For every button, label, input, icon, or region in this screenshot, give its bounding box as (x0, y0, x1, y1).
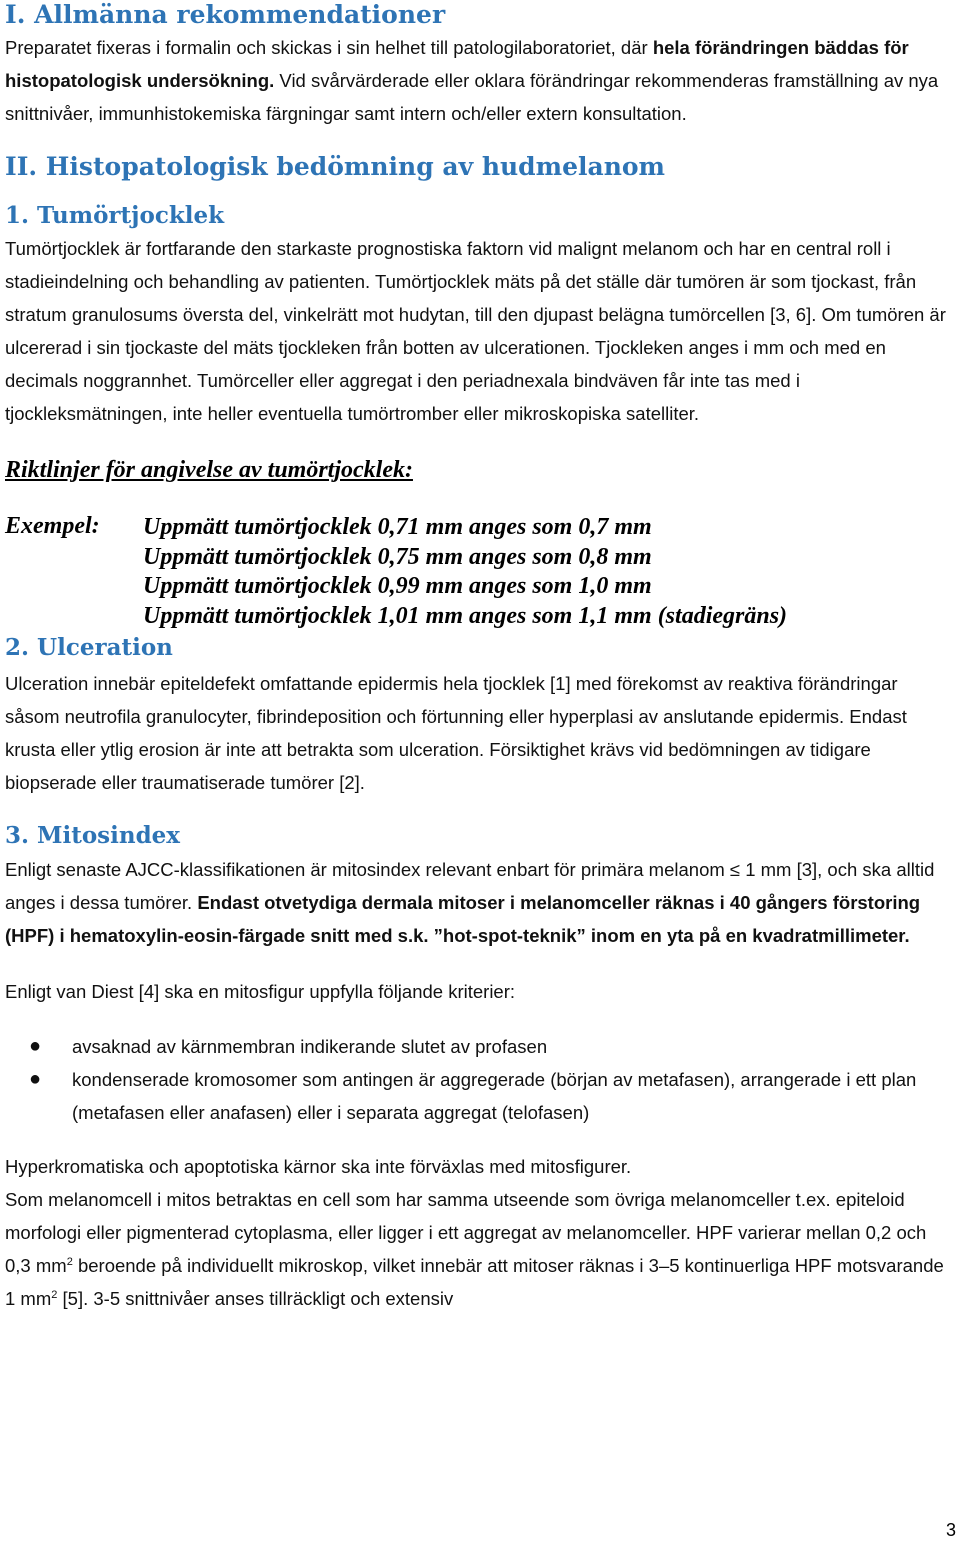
heading-tumor-thickness: 1. Tumörtjocklek (5, 202, 225, 229)
criterion-text: kondenserade kromosomer som antingen är aggregerade (början av metafasen), arrangerade i ett plan (metafasen eller anafasen) eller i separata aggregat (telofasen) (72, 1069, 917, 1123)
melanoma-cell-paragraph (5, 1183, 957, 1315)
examples-label: Exempel: (5, 513, 100, 539)
example-line: Uppmätt tumörtjocklek 1,01 mm anges som 1,1 mm (stadiegräns) (143, 602, 788, 629)
mitosis-paragraph (5, 853, 957, 952)
page-number: 3 (945, 1520, 956, 1540)
heading-ulceration: 2. Ulceration (5, 634, 173, 661)
van-diest-paragraph: Enligt van Diest [4] ska en mitosfigur uppfylla följande kriterier: (5, 981, 516, 1002)
criterion-text: avsaknad av kärnmembran indikerande slutet av profasen (72, 1036, 548, 1057)
mitosis-text-pre: Enligt senaste AJCC-klassifikationen är mitosindex relevant enbart för primära melanom ≤ 1 mm [3], och ska alltid anges i dessa tumörer. (5, 859, 935, 913)
melanoma-text-b: beroende på individuellt mikroskop, vilket innebär att mitoser räknas i 3–5 kontinuerliga HPF motsvarande 1 mm (5, 1255, 944, 1309)
example-line: Uppmätt tumörtjocklek 0,71 mm anges som 0,7 mm (143, 514, 652, 540)
bullet-icon: ● (29, 1035, 42, 1057)
tumor-thickness-paragraph: Tumörtjocklek är fortfarande den starkaste prognostiska faktorn vid malignt melanom och har en central roll i stadieindelning och behandling av patienten. Tumörtjocklek mäts på det ställe där tumören är som tjockast, från stratum granulosums översta del, vinkelrätt mot hudytan, till den djupast belägna tumörcellen [3, 6]. Om tumören är ulcererad i sin tjockaste del mäts tjockleken från botten av ulcerationen. Tjockleken anges i mm och med en decimals noggrannhet. Tumörceller eller aggregat i den periadnexala bindväven får inte tas med i tjockleksmätningen, inte heller eventuella tumörtromber eller mikroskopiska satelliter. (5, 238, 946, 424)
section-heading-histopathology: II. Histopatologisk bedömning av hudmelanom (5, 152, 666, 181)
example-line: Uppmätt tumörtjocklek 0,99 mm anges som 1,0 mm (143, 573, 652, 599)
heading-mitosis-index: 3. Mitosindex (5, 822, 181, 849)
bullet-icon: ● (29, 1068, 42, 1090)
superscript: 2 (51, 1288, 58, 1301)
hyperchromatic-paragraph: Hyperkromatiska och apoptotiska kärnor ska inte förväxlas med mitosfigurer. (5, 1156, 632, 1177)
example-line: Uppmätt tumörtjocklek 0,75 mm anges som 0,8 mm (143, 543, 652, 570)
criteria-list (5, 1030, 957, 1129)
examples-block (5, 513, 957, 635)
general-recommendations-paragraph (5, 31, 957, 130)
list-item (5, 1063, 957, 1129)
examples-list (143, 513, 787, 631)
melanoma-text-c: [5]. 3-5 snittnivåer anses tillräckligt och extensiv (57, 1288, 454, 1309)
ulceration-paragraph: Ulceration innebär epiteldefekt omfattande epidermis hela tjocklek [1] med förekomst av reaktiva förändringar såsom neutrofila granulocyter, fibrindeposition och förtunning eller hyperplasi av anslutande epidermis. Endast krusta eller ytlig erosion är inte att betrakta som ulceration. Försiktighet krävs vid bedömningen av tidigare biopserade eller traumatiserade tumörer [2]. (5, 673, 907, 793)
section-heading-general: I. Allmänna rekommendationer (5, 0, 446, 29)
superscript: 2 (66, 1255, 73, 1268)
general-text-bold: hela förändringen bäddas för histopatologisk undersökning. (5, 37, 909, 91)
document-page (5, 0, 957, 1315)
mitosis-text-bold: Endast otvetydiga dermala mitoser i melanomceller räknas i 40 gångers förstoring (HPF) i hematoxylin-eosin-färgade snitt med s.k. ”hot-spot-teknik” inom en yta på en kvadratmillimeter. (5, 892, 921, 946)
general-text-pre: Preparatet fixeras i formalin och skickas i sin helhet till patologilaboratoriet, där (5, 37, 653, 58)
guidelines-title: Riktlinjer för angivelse av tumörtjocklek: (5, 457, 413, 483)
general-text-post: Vid svårvärderade eller oklara förändringar rekommenderas framställning av nya snittnivåer, immunhistokemiska färgningar samt intern och/eller extern konsultation. (5, 70, 939, 124)
list-item (5, 1030, 957, 1063)
melanoma-text-a: Som melanomcell i mitos betraktas en cell som har samma utseende som övriga melanomceller t.ex. epiteloid morfologi eller pigmenterad cytoplasma, eller ligger i ett aggregat av melanomceller. HPF varierar mellan 0,2 och 0,3 mm (5, 1189, 927, 1276)
